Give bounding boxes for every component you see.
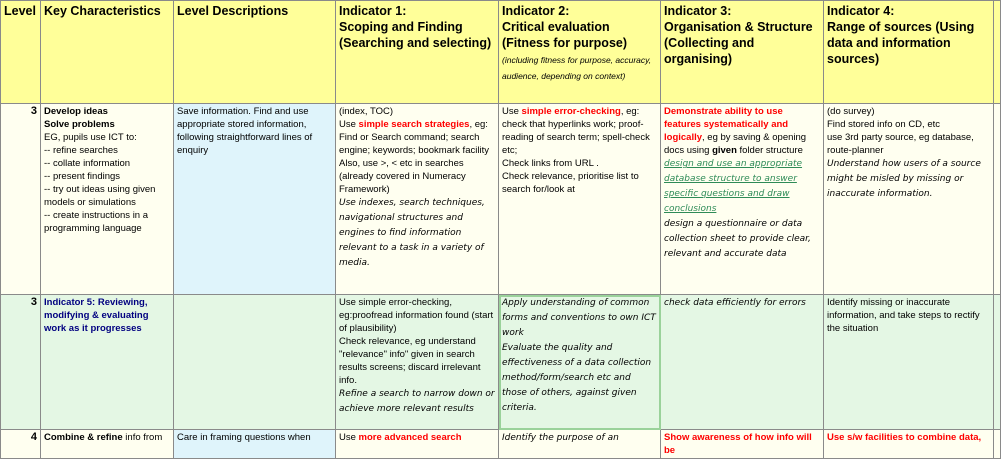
highlight-text: Use s/w facilities to combine data, <box>827 432 982 443</box>
ind3-cell[interactable] <box>661 104 824 295</box>
cell-text: Use <box>339 119 359 130</box>
italic-text: Evaluate the quality and effectiveness of a data collection method/form/search etc and those of others, against given criteria. <box>502 343 652 413</box>
ind4-cell[interactable] <box>824 430 994 459</box>
key-line: -- create instructions in a programming language <box>44 210 149 234</box>
cell-text: folder structure <box>736 145 803 156</box>
cell-text: Check relevance, prioritise list to search for/look at <box>502 171 639 195</box>
table-row <box>1 104 1001 295</box>
desc-text: Save information. Find and use appropriate stored information, following straightforward lines of enquiry <box>177 106 313 156</box>
cell-text: (index, TOC) <box>339 106 394 117</box>
indicator5-text: Indicator 5: Reviewing, modifying & evaluating work as it progresses <box>44 297 149 334</box>
italic-text: check data efficiently for errors <box>664 298 806 308</box>
cell-text: Check links from URL . <box>502 158 599 169</box>
cell-text: info from <box>122 432 163 443</box>
ind2-sub: Critical evaluation (Fitness for purpose) <box>502 20 628 50</box>
highlight-text: simple error-checking <box>521 106 621 117</box>
ind2-note: (including fitness for purpose, accuracy, audience, depending on context) <box>502 55 652 81</box>
header-ind4[interactable] <box>824 1 994 104</box>
ind4-cell[interactable] <box>824 295 994 430</box>
cell-text: Find stored info on CD, etc <box>827 119 940 130</box>
cell-text: Use simple error-checking, eg:proofread information found (start of plausibility) <box>339 297 494 334</box>
cell-text: Also, use >, < etc in searches (already covered in Numeracy Framework) <box>339 158 466 195</box>
key-line: -- try out ideas using given models or simulations <box>44 184 156 208</box>
italic-text: Understand how users of a source might be misled by missing or inaccurate information. <box>827 159 981 199</box>
header-ind1[interactable] <box>336 1 499 104</box>
key-line: -- present findings <box>44 171 121 182</box>
cell-text: Use <box>502 106 522 117</box>
header-ind3[interactable] <box>661 1 824 104</box>
key-line: -- refine searches <box>44 145 118 156</box>
ind1-title: Indicator 1: <box>339 4 407 18</box>
highlight-text: Demonstrate ability to use features systematically and logically <box>664 106 789 143</box>
key-title: Solve problems <box>44 119 115 130</box>
italic-text: design a questionnaire or data collection sheet to provide clear, relevant and accurate data <box>664 219 811 259</box>
header-row <box>1 1 1001 104</box>
bold-text: Combine & refine <box>44 432 123 443</box>
cell-text: Use <box>339 432 359 443</box>
cell-text: use 3rd party source, eg database, route-planner <box>827 132 974 156</box>
cell-text: Identify missing or inaccurate information, and take steps to rectify the situation <box>827 297 980 334</box>
header-level-text: Level <box>4 4 36 18</box>
level-cell[interactable] <box>1 430 41 459</box>
header-desc-text: Level Descriptions <box>177 4 289 18</box>
ind1-sub: Scoping and Finding (Searching and selecting) <box>339 20 492 50</box>
key-cell[interactable] <box>41 430 174 459</box>
ind1-cell[interactable] <box>336 104 499 295</box>
key-line: -- collate information <box>44 158 131 169</box>
extra-cell[interactable] <box>994 430 1001 459</box>
cell-text: , eg: check that hyperlinks work; proof-reading of search term; spell-check etc; <box>502 106 650 156</box>
cell-text: Check relevance, eg understand "relevance" info" given in search results screens; discard irrelevant info. <box>339 336 481 386</box>
header-level[interactable] <box>1 1 41 104</box>
desc-text: Care in framing questions when <box>177 432 311 443</box>
level-value: 4 <box>30 431 37 443</box>
cell-text: (do survey) <box>827 106 875 117</box>
ind1-cell[interactable] <box>336 295 499 430</box>
level-value: 3 <box>30 296 37 308</box>
ind3-cell[interactable] <box>661 295 824 430</box>
ind2-cell[interactable] <box>499 430 661 459</box>
ind3-sub: Organisation & Structure (Collecting and organising) <box>664 20 813 66</box>
ind4-sub: Range of sources (Using data and information sources) <box>827 20 975 66</box>
green-link-text: design and use an appropriate database structure to answer specific questions and draw conclusions <box>664 159 803 214</box>
extra-cell[interactable] <box>994 104 1001 295</box>
ind2-title: Indicator 2: <box>502 4 570 18</box>
ind4-title: Indicator 4: <box>827 4 895 18</box>
italic-text: Apply understanding of common forms and conventions to own ICT work <box>502 298 656 338</box>
key-title: Develop ideas <box>44 106 108 117</box>
italic-text: Identify the purpose of an <box>502 433 619 443</box>
highlight-text: Show awareness of how info will be <box>664 432 812 456</box>
cell-text: , eg: Find or Search command; search engine; keywords; bookmark facility <box>339 119 489 156</box>
table-row <box>1 295 1001 430</box>
ind2-cell-selected[interactable] <box>499 295 661 430</box>
level-value: 3 <box>30 105 37 117</box>
table-row <box>1 430 1001 459</box>
ind3-cell[interactable] <box>661 430 824 459</box>
key-cell[interactable] <box>41 104 174 295</box>
header-extra[interactable] <box>994 1 1001 104</box>
ind3-title: Indicator 3: <box>664 4 732 18</box>
highlight-text: more advanced search <box>358 432 462 443</box>
cell-text: , eg by saving & opening docs using <box>664 132 807 156</box>
desc-cell[interactable] <box>174 430 336 459</box>
highlight-text: simple search strategies <box>358 119 470 130</box>
ind1-cell[interactable] <box>336 430 499 459</box>
desc-cell[interactable] <box>174 104 336 295</box>
italic-text: Use indexes, search techniques, navigational structures and engines to find information relevant to a task in a variety of media. <box>339 198 485 268</box>
key-line: EG, pupils use ICT to: <box>44 132 137 143</box>
level-cell[interactable] <box>1 104 41 295</box>
header-key[interactable] <box>41 1 174 104</box>
desc-cell[interactable] <box>174 295 336 430</box>
key-cell[interactable] <box>41 295 174 430</box>
header-desc[interactable] <box>174 1 336 104</box>
header-key-text: Key Characteristics <box>44 4 161 18</box>
level-cell[interactable] <box>1 295 41 430</box>
header-ind2[interactable] <box>499 1 661 104</box>
ind2-cell[interactable] <box>499 104 661 295</box>
extra-cell[interactable] <box>994 295 1001 430</box>
italic-text: Refine a search to narrow down or achieve more relevant results <box>339 389 495 414</box>
ind4-cell[interactable] <box>824 104 994 295</box>
bold-text: given <box>712 145 737 156</box>
